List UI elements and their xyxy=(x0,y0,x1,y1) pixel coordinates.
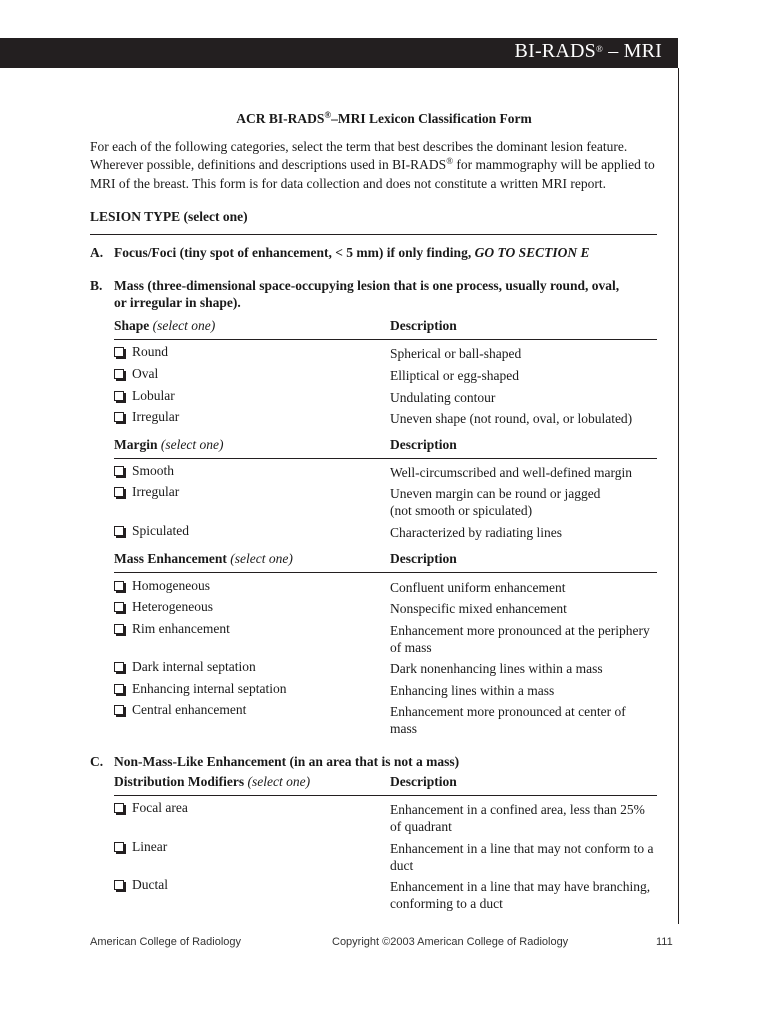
header-bar xyxy=(0,38,678,68)
divider xyxy=(114,572,657,573)
dist-linear-desc: Enhancement in a line that may not conform to a duct xyxy=(390,841,654,873)
shape-oval-desc: Elliptical or egg-shaped xyxy=(390,368,519,383)
checkbox[interactable] xyxy=(114,602,124,612)
checkbox[interactable] xyxy=(114,412,124,422)
shape-irregular-option[interactable]: Irregular xyxy=(114,409,179,425)
distribution-heading: Distribution Modifiers (select one) xyxy=(114,774,311,789)
mass-enhancement-heading: Mass Enhancement (select one) xyxy=(114,551,293,566)
enh-dark-septation-option[interactable]: Dark internal septation xyxy=(114,659,256,675)
margin-spiculated-desc: Characterized by radiating lines xyxy=(390,525,563,540)
margin-smooth-option[interactable]: Smooth xyxy=(114,463,174,479)
dist-linear-option[interactable]: Linear xyxy=(114,839,167,855)
checkbox[interactable] xyxy=(114,581,124,591)
dist-focal-option[interactable]: Focal area xyxy=(114,800,188,816)
shape-irregular-desc: Uneven shape (not round, oval, or lobulated) xyxy=(390,411,633,426)
enh-rim-option[interactable]: Rim enhancement xyxy=(114,621,230,637)
checkbox[interactable] xyxy=(114,842,124,852)
divider xyxy=(114,458,657,459)
dist-ductal-option[interactable]: Ductal xyxy=(114,877,168,893)
enh-enhancing-septation-option[interactable]: Enhancing internal septation xyxy=(114,681,286,697)
shape-oval-option[interactable]: Oval xyxy=(114,366,158,382)
enh-heterogeneous-option[interactable]: Heterogeneous xyxy=(114,599,213,615)
checkbox[interactable] xyxy=(114,466,124,476)
right-margin-rule xyxy=(678,68,679,924)
checkbox[interactable] xyxy=(114,391,124,401)
margin-irregular-desc: Uneven margin can be round or jagged (not smooth or spiculated) xyxy=(390,486,601,518)
footer-copyright: Copyright ©2003 American College of Radiology xyxy=(332,936,569,948)
margin-irregular-option[interactable]: Irregular xyxy=(114,484,179,500)
checkbox[interactable] xyxy=(114,347,124,357)
checkbox[interactable] xyxy=(114,487,124,497)
enh-homogeneous-option[interactable]: Homogeneous xyxy=(114,578,210,594)
enh-central-desc: Enhancement more pronounced at center of mass xyxy=(390,704,626,736)
margin-heading: Margin (select one) xyxy=(114,437,224,452)
checkbox[interactable] xyxy=(114,662,124,672)
checkbox[interactable] xyxy=(114,684,124,694)
shape-round-desc: Spherical or ball-shaped xyxy=(390,346,522,361)
dist-ductal-desc: Enhancement in a line that may have branching, conforming to a duct xyxy=(390,879,651,911)
intro-paragraph: For each of the following categories, select the term that best describes the dominant lesion feature. Wherever possible, definitions and descriptions used in BI-RADS® for mammography will be applied to MRI of the breast. This form is for data collection and does not constitute a written MRI report. xyxy=(90,139,655,191)
checkbox[interactable] xyxy=(114,369,124,379)
shape-round-option[interactable]: Round xyxy=(114,344,168,360)
mass-enhancement-description-heading: Description xyxy=(390,551,457,566)
distribution-description-heading: Description xyxy=(390,774,457,789)
header-title: BI-RADS® – MRI xyxy=(514,40,662,62)
enh-rim-desc: Enhancement more pronounced at the periphery of mass xyxy=(390,623,650,655)
section-a: A. Focus/Foci (tiny spot of enhancement, < 5 mm) if only finding, GO TO SECTION E xyxy=(90,245,590,260)
shape-lobular-desc: Undulating contour xyxy=(390,390,496,405)
checkbox[interactable] xyxy=(114,705,124,715)
enh-heterogeneous-desc: Nonspecific mixed enhancement xyxy=(390,601,567,616)
enh-enhancing-septation-desc: Enhancing lines within a mass xyxy=(390,683,555,698)
section-c: C. Non-Mass-Like Enhancement (in an area that is not a mass) xyxy=(90,754,460,769)
checkbox[interactable] xyxy=(114,880,124,890)
section-b: B. Mass (three-dimensional space-occupying lesion that is one process, usually round, oval, or irregular in shape). xyxy=(90,278,620,310)
enh-homogeneous-desc: Confluent uniform enhancement xyxy=(390,580,566,595)
enh-central-option[interactable]: Central enhancement xyxy=(114,702,246,718)
shape-lobular-option[interactable]: Lobular xyxy=(114,388,175,404)
dist-focal-desc: Enhancement in a confined area, less than 25% of quadrant xyxy=(390,802,645,834)
checkbox[interactable] xyxy=(114,624,124,634)
divider xyxy=(114,795,657,796)
margin-description-heading: Description xyxy=(390,437,457,452)
footer-publisher: American College of Radiology xyxy=(90,936,242,948)
form-title: ACR BI-RADS®–MRI Lexicon Classification Form xyxy=(236,110,532,126)
shape-heading: Shape (select one) xyxy=(114,318,216,333)
divider xyxy=(114,339,657,340)
checkbox[interactable] xyxy=(114,526,124,536)
checkbox[interactable] xyxy=(114,803,124,813)
divider xyxy=(90,234,657,235)
lesion-type-label: LESION TYPE (select one) xyxy=(90,209,248,224)
shape-description-heading: Description xyxy=(390,318,457,333)
margin-smooth-desc: Well-circumscribed and well-defined margin xyxy=(390,465,632,480)
margin-spiculated-option[interactable]: Spiculated xyxy=(114,523,189,539)
enh-dark-septation-desc: Dark nonenhancing lines within a mass xyxy=(390,661,603,676)
page-number: 111 xyxy=(656,936,673,948)
